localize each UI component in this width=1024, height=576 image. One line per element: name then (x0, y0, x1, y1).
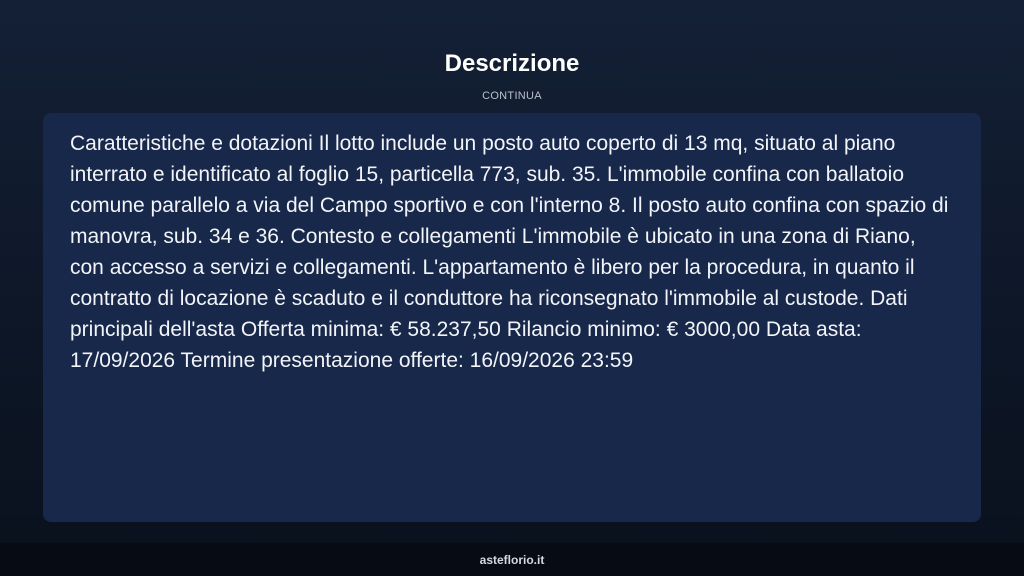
footer-site-name: asteflorio.it (479, 553, 545, 567)
footer-bar (0, 543, 1024, 576)
description-text: Caratteristiche e dotazioni Il lotto include un posto auto coperto di 13 mq, situato al piano interrato e identificato al foglio 15, particella 773, sub. 35. L'immobile confina con ballatoio comune parallelo a via del Campo sportivo e con l'interno 8. Il posto auto confina con spazio di manovra, sub. 34 e 36. Contesto e collegamenti L'immobile è ubicato in una zona di Riano, con accesso a servizi e collegamenti. L'appartamento è libero per la procedura, in quanto il contratto di locazione è scaduto e il conduttore ha riconsegnato l'immobile al custode. Dati principali dell'asta Offerta minima: € 58.237,50 Rilancio minimo: € 3000,00 Data asta: 17/09/2026 Termine presentazione offerte: 16/09/2026 23:59 (70, 132, 949, 372)
description-card (43, 113, 981, 522)
page-title: Descrizione (444, 50, 580, 77)
continuation-label: CONTINUA (482, 90, 542, 102)
